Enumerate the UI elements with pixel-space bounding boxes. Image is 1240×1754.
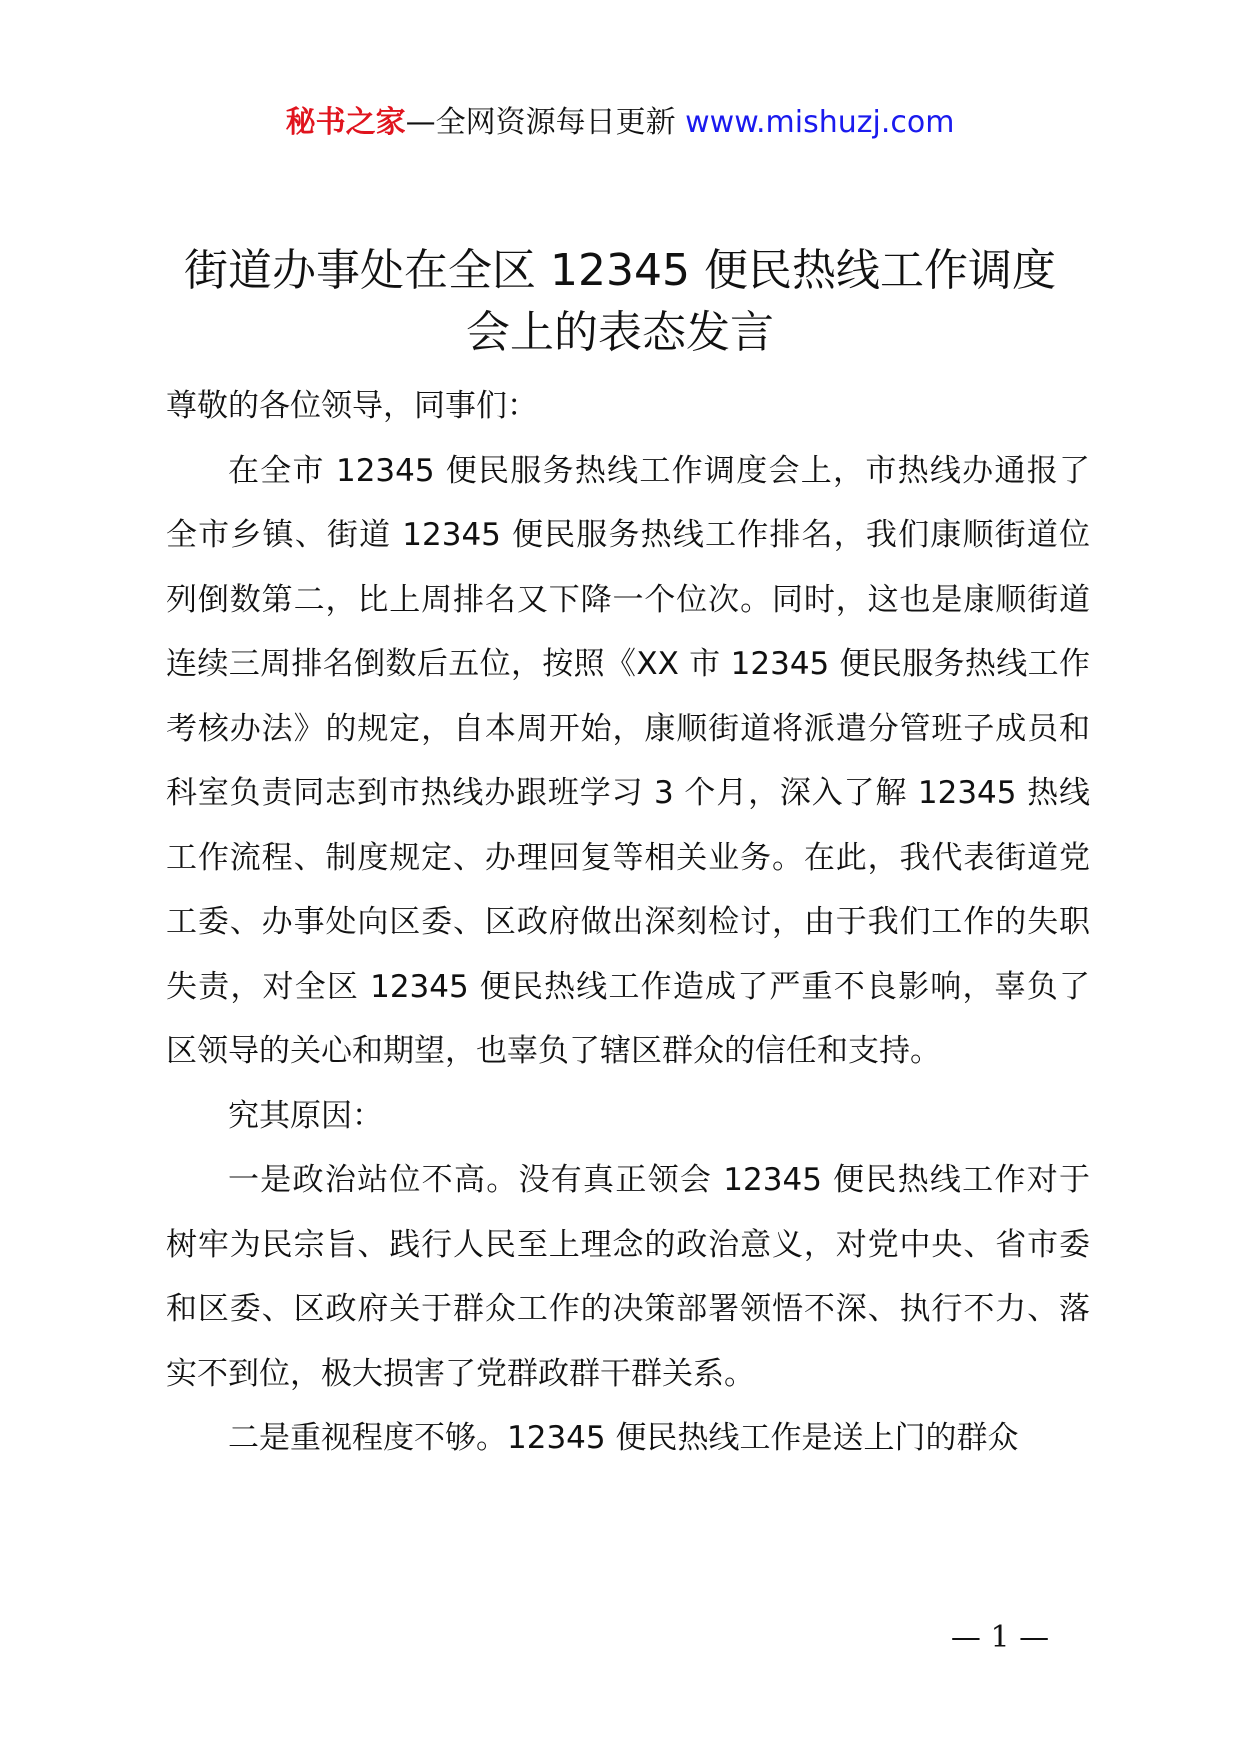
paragraph-cause-2: 二是重视程度不够。12345 便民热线工作是送上门的群众	[228, 1420, 1019, 1456]
paragraph-causes-heading: 究其原因：	[228, 1097, 383, 1134]
header-tagline: —全网资源每日更新	[405, 105, 676, 140]
site-header-banner	[0, 100, 1240, 146]
title-line-1: 街道办事处在全区 12345 便民热线工作调度	[184, 245, 1056, 296]
paragraph-cause-1: 一是政治站位不高。没有真正领会 12345 便民热线工作对于树牢为民宗旨、践行人民至上理念的政治意义，对党中央、省市委和区委、区政府关于群众工作的决策部署领悟不深、执行不力、落实不到位，极大损害了党群政群干群关系。	[166, 1162, 1090, 1392]
document-body	[166, 374, 1090, 1471]
brand-name: 秘书之家	[285, 105, 406, 140]
page-number: — 1 —	[950, 1620, 1050, 1655]
site-url-link[interactable]: www.mishuzj.com	[685, 105, 955, 140]
paragraph-intro: 在全市 12345 便民服务热线工作调度会上，市热线办通报了全市乡镇、街道 12345 便民服务热线工作排名，我们康顺街道位列倒数第二，比上周排名又下降一个位次。同时，这也是康顺街道连续三周排名倒数后五位，按照《XX 市 12345 便民服务热线工作考核办法》的规定，自本周开始，康顺街道将派遣分管班子成员和科室负责同志到市热线办跟班学习 3 个月，深入了解 12345 热线工作流程、制度规定、办理回复等相关业务。在此，我代表街道党工委、办事处向区委、区政府做出深刻检讨，由于我们工作的失职失责，对全区 12345 便民热线工作造成了严重不良影响，辜负了区领导的关心和期望，也辜负了辖区群众的信任和支持。	[166, 452, 1090, 1069]
title-line-2: 会上的表态发言	[466, 307, 774, 358]
document-title	[140, 240, 1100, 364]
salutation: 尊敬的各位领导，同事们：	[166, 388, 538, 424]
